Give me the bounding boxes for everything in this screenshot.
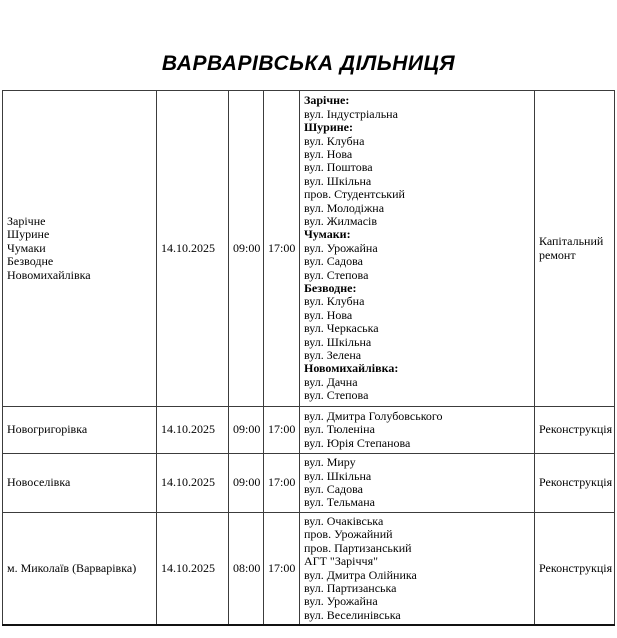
street-line: вул. Тюленіна — [304, 422, 375, 437]
settlement-line: Шурине — [7, 227, 50, 242]
street-line: вул. Шкільна — [304, 334, 372, 349]
street-line: пров. Урожайний — [304, 527, 393, 542]
start-time-cell: 08:00 — [229, 513, 264, 626]
streets-cell — [300, 454, 535, 513]
table-row — [3, 454, 615, 513]
street-group-label: Зарічне: — [304, 93, 350, 108]
street-line: вул. Клубна — [304, 294, 365, 309]
settlement-cell: Новогригорівка — [3, 407, 157, 454]
work-type-cell: Реконструкція — [535, 513, 615, 626]
street-line: вул. Нова — [304, 146, 353, 161]
street-line: вул. Черкаська — [304, 321, 379, 336]
street-line: пров. Партизанський — [304, 540, 412, 555]
street-line: вул. Індустріальна — [304, 106, 398, 121]
street-line: пров. Студентський — [304, 187, 405, 202]
schedule-table — [2, 90, 615, 626]
street-group-label: Чумаки: — [304, 227, 351, 242]
streets-cell — [300, 91, 535, 407]
street-group-label: Шурине: — [304, 120, 354, 135]
date-cell: 14.10.2025 — [157, 454, 229, 513]
streets-cell — [300, 407, 535, 454]
street-line: вул. Дмитра Олійника — [304, 567, 417, 582]
street-line: вул. Дачна — [304, 374, 358, 389]
street-line: вул. Степова — [304, 267, 369, 282]
streets-cell — [300, 513, 535, 626]
start-time-cell: 09:00 — [229, 407, 264, 454]
street-line: вул. Веселинівська — [304, 607, 401, 622]
street-line: вул. Клубна — [304, 133, 365, 148]
settlement-line: Новомихайлівка — [7, 267, 91, 282]
date-cell: 14.10.2025 — [157, 407, 229, 454]
street-line: вул. Садова — [304, 254, 363, 269]
table-row — [3, 91, 615, 407]
street-line: вул. Урожайна — [304, 594, 378, 609]
table-row — [3, 407, 615, 454]
street-line: вул. Миру — [304, 455, 356, 470]
settlement-line: Чумаки — [7, 240, 46, 255]
end-time-cell: 17:00 — [264, 407, 300, 454]
street-line: вул. Юрія Степанова — [304, 435, 411, 450]
street-group-label: Безводне: — [304, 281, 357, 296]
street-line: вул. Урожайна — [304, 240, 378, 255]
street-line: вул. Молодіжна — [304, 200, 385, 215]
end-time-cell: 17:00 — [264, 91, 300, 407]
table-row — [3, 513, 615, 626]
end-time-cell: 17:00 — [264, 454, 300, 513]
start-time-cell: 09:00 — [229, 91, 264, 407]
street-line: вул. Зелена — [304, 348, 362, 363]
date-cell: 14.10.2025 — [157, 91, 229, 407]
street-line: вул. Очаківська — [304, 514, 384, 528]
street-line: вул. Нова — [304, 307, 353, 322]
start-time-cell: 09:00 — [229, 454, 264, 513]
work-type-cell: Реконструкція — [535, 454, 615, 513]
street-group-label: Новомихайлівка: — [304, 361, 399, 376]
street-line: вул. Дмитра Голубовського — [304, 408, 443, 423]
date-cell: 14.10.2025 — [157, 513, 229, 626]
settlement-line: Безводне — [7, 254, 54, 269]
street-line: вул. Степова — [304, 388, 369, 403]
street-line: вул. Тельмана — [304, 495, 375, 510]
street-line: вул. Шкільна — [304, 468, 372, 483]
street-line: АГТ "Заріччя" — [304, 554, 378, 569]
settlement-line: Зарічне — [7, 213, 46, 228]
street-line: вул. Жилмасів — [304, 213, 378, 228]
street-line: вул. Партизанська — [304, 581, 397, 596]
street-line: вул. Поштова — [304, 160, 373, 175]
street-line: вул. Садова — [304, 482, 363, 496]
street-line: вул. Шкільна — [304, 173, 372, 188]
work-type-cell: Реконструкція — [535, 407, 615, 454]
work-type-cell: Капітальний ремонт — [535, 91, 615, 407]
settlement-cell: м. Миколаїв (Варварівка) — [3, 513, 157, 626]
page-title: ВАРВАРІВСЬКА ДІЛЬНИЦЯ — [161, 52, 456, 75]
settlement-cell — [3, 91, 157, 407]
settlement-cell: Новоселівка — [3, 454, 157, 513]
end-time-cell: 17:00 — [264, 513, 300, 626]
